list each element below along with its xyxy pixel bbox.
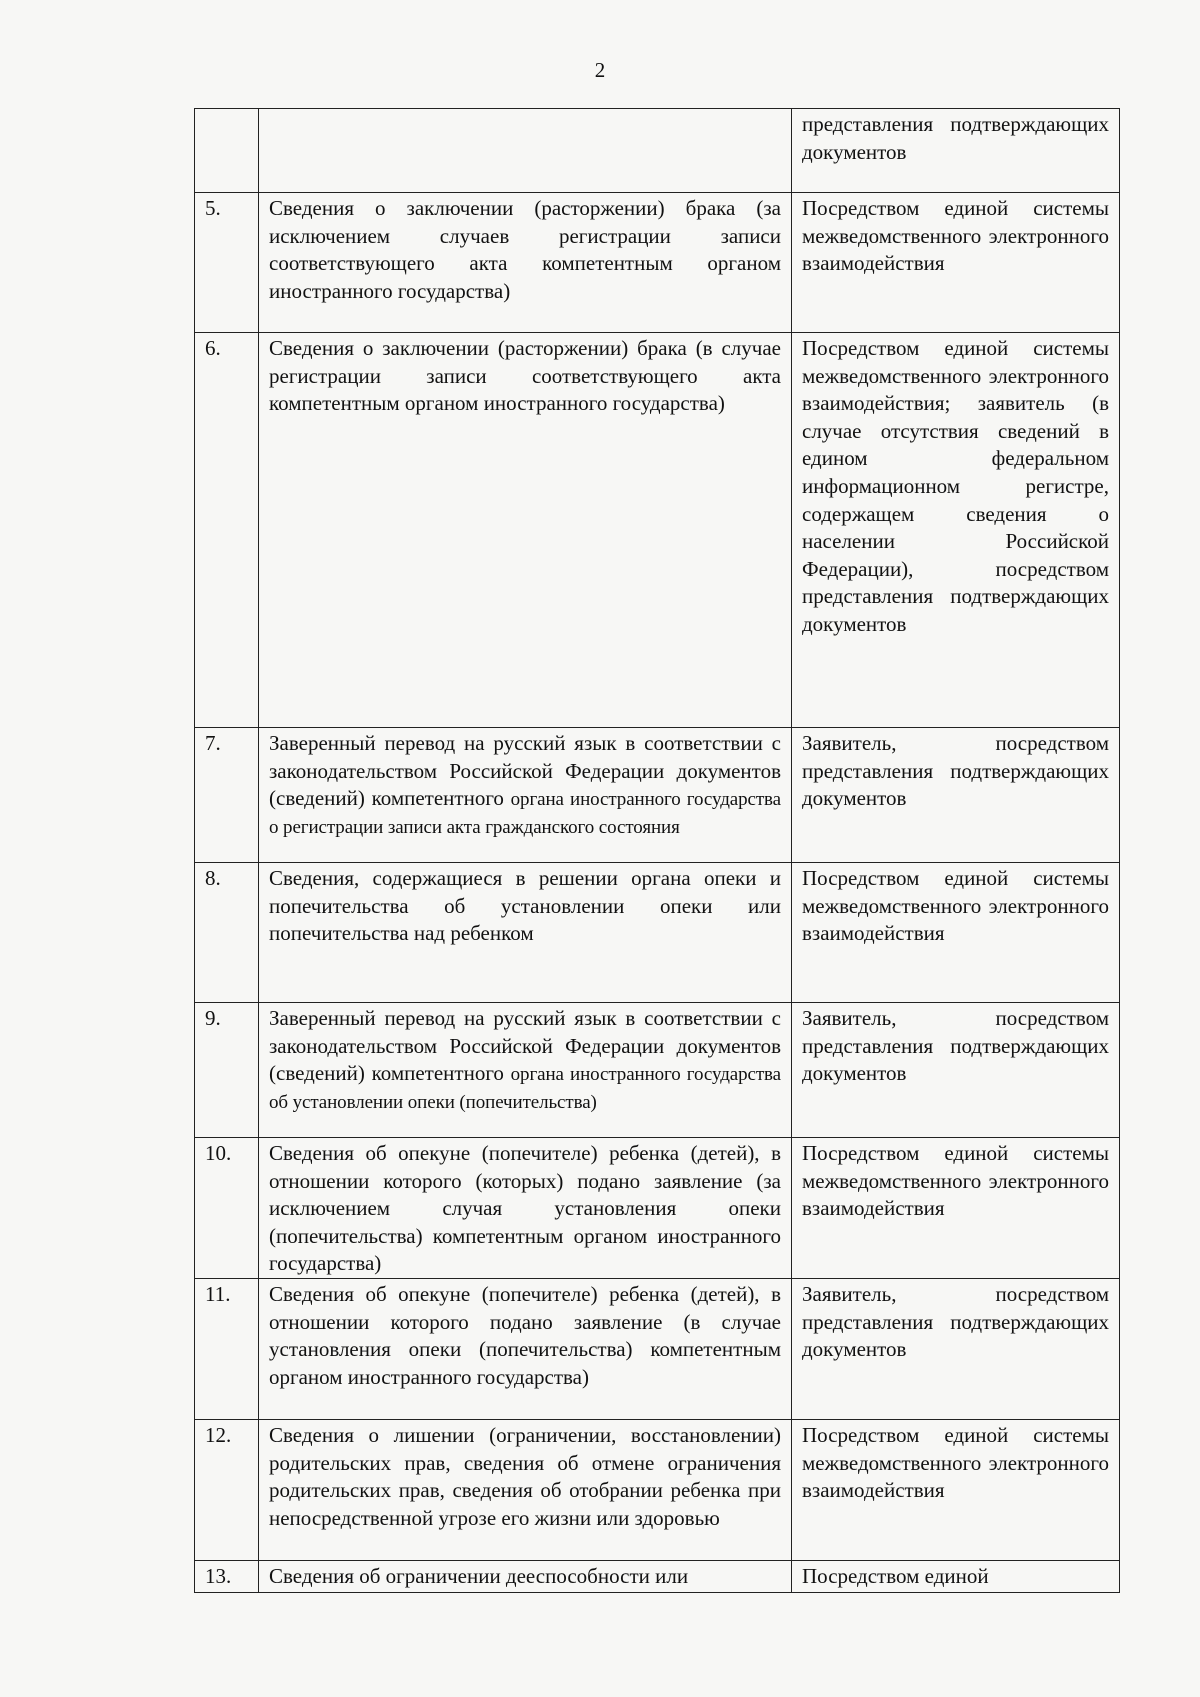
row-number xyxy=(195,109,259,193)
row-description-main: Заверенный перевод на русский язык в соответствии с законодательством Российской Федерации документов (сведений) компетентного xyxy=(269,731,781,811)
row-number: 5. xyxy=(195,193,259,333)
row-source: Посредством единой системы межведомственного электронного взаимодействия xyxy=(792,1138,1120,1279)
row-description: Сведения о лишении (ограничении, восстановлении) родительских прав, сведения об отмене ограничения родительских прав, сведения об отобрании ребенка при непосредственной угрозе его жизни или здоровью xyxy=(259,1419,792,1560)
row-source: Заявитель, посредством представления подтверждающих документов xyxy=(792,1003,1120,1138)
table-row xyxy=(195,193,1120,333)
row-number: 10. xyxy=(195,1138,259,1279)
table-row xyxy=(195,109,1120,193)
row-source: Заявитель, посредством представления подтверждающих документов xyxy=(792,1278,1120,1419)
row-source: представления подтверждающих документов xyxy=(792,109,1120,193)
row-source: Посредством единой системы межведомственного электронного взаимодействия xyxy=(792,1419,1120,1560)
row-number: 9. xyxy=(195,1003,259,1138)
row-number: 6. xyxy=(195,333,259,728)
row-description: Сведения об опекуне (попечителе) ребенка (детей), в отношении которого подано заявление (в случае установления опеки (попечительства) компетентным органом иностранного государства) xyxy=(259,1278,792,1419)
row-source: Заявитель, посредством представления подтверждающих документов xyxy=(792,728,1120,863)
row-number: 8. xyxy=(195,863,259,1003)
row-description-tail: органа иностранного государства о регистрации записи акта гражданского состояния xyxy=(269,789,781,838)
row-number: 11. xyxy=(195,1278,259,1419)
row-description: Сведения, содержащиеся в решении органа опеки и попечительства об установлении опеки или попечительства над ребенком xyxy=(259,863,792,1003)
row-source: Посредством единой системы межведомственного электронного взаимодействия xyxy=(792,863,1120,1003)
row-description: Сведения о заключении (расторжении) брака (в случае регистрации записи соответствующего акта компетентным органом иностранного государства) xyxy=(259,333,792,728)
row-description xyxy=(259,109,792,193)
row-description xyxy=(259,1003,792,1138)
table-row xyxy=(195,333,1120,728)
row-description: Сведения об опекуне (попечителе) ребенка (детей), в отношении которого (которых) подано заявление (за исключением случая установления опеки (попечительства) компетентным органом иностранного государства) xyxy=(259,1138,792,1279)
page-number: 2 xyxy=(594,58,606,82)
row-number: 12. xyxy=(195,1419,259,1560)
row-source: Посредством единой xyxy=(792,1560,1120,1592)
row-source: Посредством единой системы межведомственного электронного взаимодействия xyxy=(792,193,1120,333)
row-description: Сведения о заключении (расторжении) брака (за исключением случаев регистрации записи соответствующего акта компетентным органом иностранного государства) xyxy=(259,193,792,333)
row-number: 13. xyxy=(195,1560,259,1592)
row-description xyxy=(259,728,792,863)
row-description-tail: органа иностранного государства об установлении опеки (попечительства) xyxy=(269,1064,781,1113)
table-row xyxy=(195,1003,1120,1138)
table-row xyxy=(195,1419,1120,1560)
table-row xyxy=(195,1560,1120,1592)
row-source: Посредством единой системы межведомственного электронного взаимодействия; заявитель (в случае отсутствия сведений в едином федеральном информационном регистре, содержащем сведения о населении Российской Федерации), посредством представления подтверждающих документов xyxy=(792,333,1120,728)
row-number: 7. xyxy=(195,728,259,863)
table-row xyxy=(195,1278,1120,1419)
table-row xyxy=(195,1138,1120,1279)
row-description-main: Заверенный перевод на русский язык в соответствии с законодательством Российской Федерации документов (сведений) компетентного xyxy=(269,1006,781,1086)
table-row xyxy=(195,863,1120,1003)
documents-table xyxy=(194,108,1120,1593)
row-description: Сведения об ограничении дееспособности или xyxy=(259,1560,792,1592)
table-row xyxy=(195,728,1120,863)
